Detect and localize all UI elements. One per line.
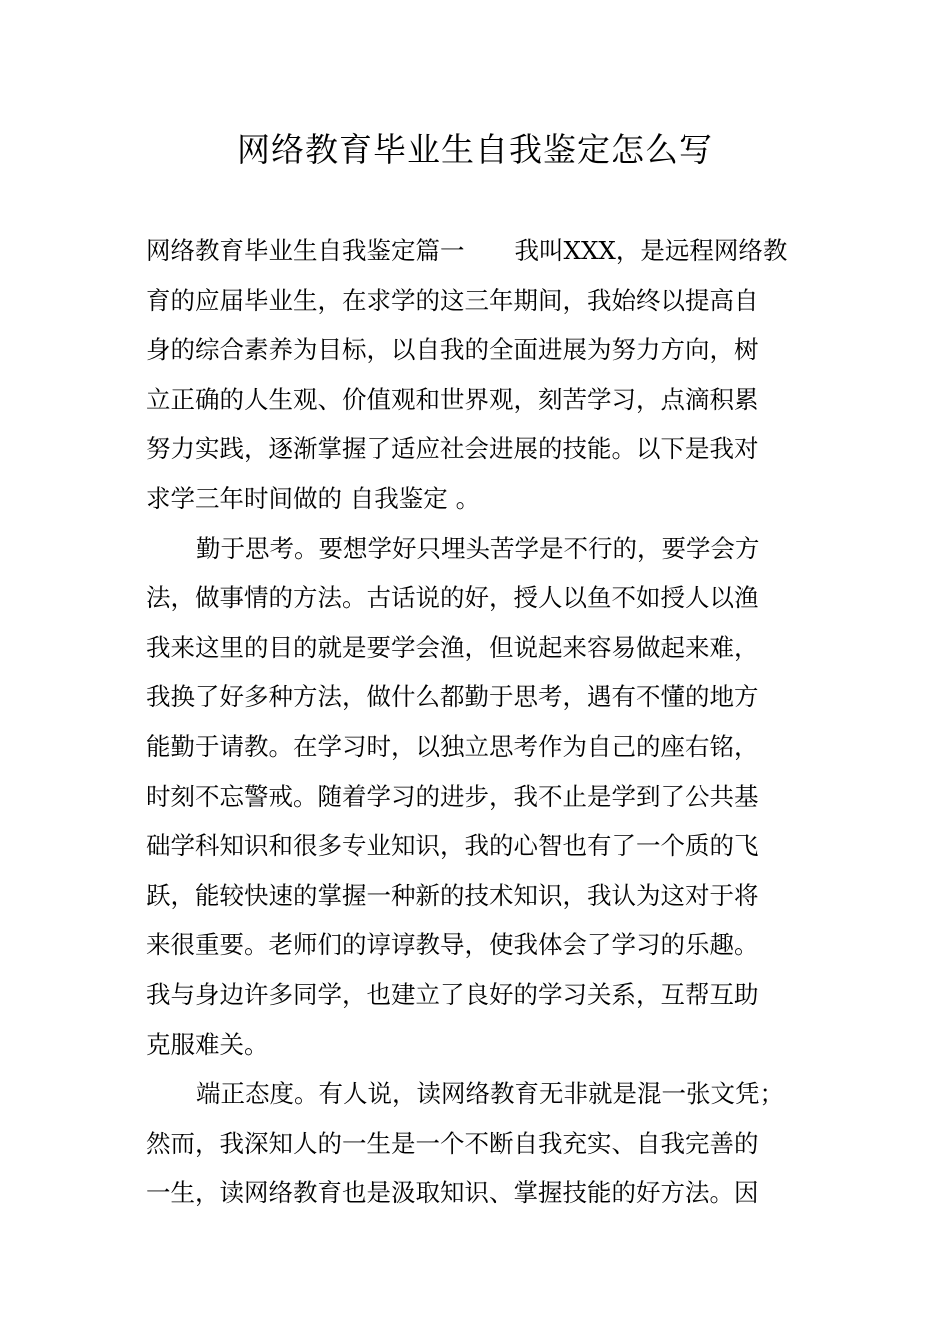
text-line: 立正确的人生观、价值观和世界观，刻苦学习，点滴积累 <box>146 384 759 414</box>
text-line: 我与身边许多同学，也建立了良好的学习关系，互帮互助 <box>146 979 759 1009</box>
document-title: 网络教育毕业生自我鉴定怎么写 <box>237 130 713 169</box>
text-line: 一生，读网络教育也是汲取知识、掌握技能的好方法。因 <box>146 1178 759 1208</box>
text-line: 我来这里的目的就是要学会渔，但说起来容易做起来难， <box>146 632 759 662</box>
document-body <box>146 226 806 1218</box>
paragraph-start-line: 端正态度。有人说，读网络教育无非就是混一张文凭； <box>196 1079 784 1109</box>
section-heading: 网络教育毕业生自我鉴定篇一 <box>146 236 465 265</box>
text-line: 跃，能较快速的掌握一种新的技术知识，我认为这对于将 <box>146 880 759 910</box>
text-line: 身的综合素养为目标，以自我的全面进展为努力方向，树 <box>146 335 759 365</box>
text-line: 我换了好多种方法，做什么都勤于思考，遇有不懂的地方 <box>146 682 759 712</box>
text-line: 能勤于请教。在学习时，以独立思考作为自己的座右铭， <box>146 731 759 761</box>
text-line: 然而，我深知人的一生是一个不断自我充实、自我完善的 <box>146 1128 759 1158</box>
text-line: 努力实践，逐渐掌握了适应社会进展的技能。以下是我对 <box>146 434 759 464</box>
text-line: 法，做事情的方法。古话说的好，授人以鱼不如授人以渔 <box>146 583 759 613</box>
text-line <box>146 226 806 276</box>
text-line: 求学三年时间做的 自我鉴定 。 <box>146 483 481 513</box>
text-line: 克服难关。 <box>146 1029 269 1059</box>
paragraph-start-line: 勤于思考。要想学好只埋头苦学是不行的，要学会方 <box>196 533 760 563</box>
text-line: 时刻不忘警戒。随着学习的进步，我不止是学到了公共基 <box>146 781 759 811</box>
text-line: 育的应届毕业生，在求学的这三年期间，我始终以提高自 <box>146 285 759 315</box>
text-line-tail: 我叫XXX，是远程网络教 <box>514 236 788 265</box>
text-line: 础学科知识和很多专业知识，我的心智也有了一个质的飞 <box>146 831 759 861</box>
text-line: 来很重要。老师们的谆谆教导，使我体会了学习的乐趣。 <box>146 930 759 960</box>
